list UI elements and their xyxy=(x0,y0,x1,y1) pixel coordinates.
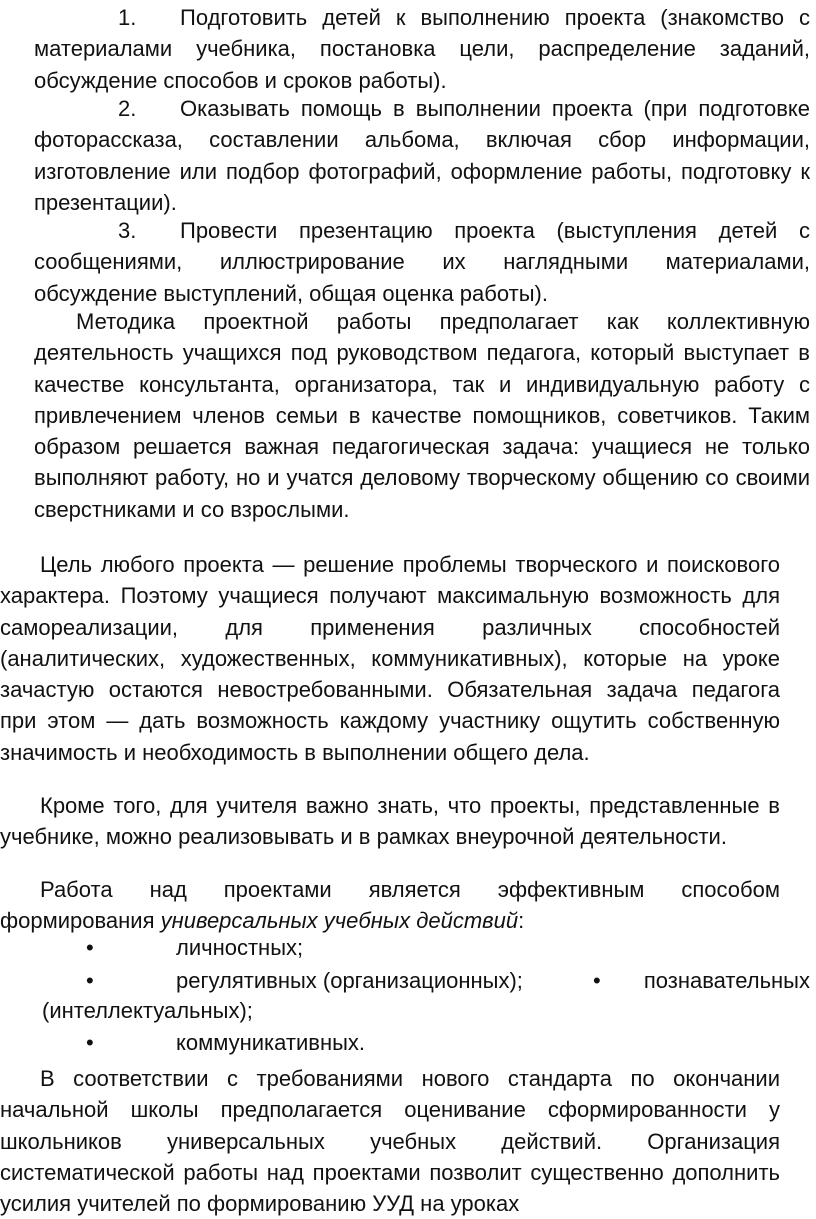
list-number-3: 3. xyxy=(118,218,137,243)
list-number-1: 1. xyxy=(118,5,137,30)
list-item-1 xyxy=(34,2,810,96)
bullet-text-personal: личностных; xyxy=(176,935,304,960)
list-number-2: 2. xyxy=(118,96,137,121)
bullet-text-cognitive: познавательных xyxy=(643,968,810,993)
bullet-icon: • xyxy=(86,1030,94,1055)
bullet-text-communicative: коммуникативных. xyxy=(176,1030,366,1055)
bullet-item-personal xyxy=(86,932,786,964)
bullet-item-communicative xyxy=(86,1027,786,1059)
bullet-text-regulatory: регулятивных (организационных); xyxy=(176,968,523,993)
uud-intro-suffix: : xyxy=(518,908,525,934)
uud-intro-italic: универсальных учебных действий xyxy=(160,908,519,934)
paragraph-uud-intro xyxy=(0,874,780,937)
list-text-1: Подготовить детей к выполнению проекта (знакомство с материалами учебника, постановка цели, распределение заданий, обсуждение способов и сроков работы). xyxy=(34,5,810,93)
list-text-2: Оказывать помощь в выполнении проекта (при подготовке фоторассказа, составлении альбома, включая сбор информации, изготовление или подбор фотографий, оформление работы, подготовку к презентации). xyxy=(34,96,810,215)
list-item-3 xyxy=(34,215,810,309)
bullet-text-cognitive-continued: (интеллектуальных); xyxy=(42,998,253,1023)
paragraph-goal: Цель любого проекта — решение проблемы творческого и поискового характера. Поэтому учащиеся получают максимальную возможность для самореализации, для применения различных способностей (аналитических, художественных, коммуникативных), которые на уроке зачастую остаются невостребованными. Обязательная задача педагога при этом — дать возможность каждому участнику ощутить собственную значимость и необходимость в выполнении общего дела. xyxy=(0,552,780,765)
paragraph-extracurricular: Кроме того, для учителя важно знать, что проекты, представленные в учебнике, можно реализовывать и в рамках внеурочной деятельности. xyxy=(0,793,780,850)
list-item-2 xyxy=(34,93,810,218)
paragraph-methodology: Методика проектной работы предполагает как коллективную деятельность учащихся под руководством педагога, который выступает в качестве консультанта, организатора, так и индивидуальную работу с привлечением членов семьи в качестве помощников, советчиков. Таким образом решается важная педагогическая задача: учащиеся не только выполняют работу, но и учатся деловому творческому общению со своими сверстниками и со взрослыми. xyxy=(34,309,810,522)
bullet-icon: • xyxy=(86,968,94,993)
uud-intro-prefix: Работа над проектами является эффективным способом формирования xyxy=(0,877,780,934)
bullet-item-regulatory xyxy=(86,965,810,997)
list-text-3: Провести презентацию проекта (выступления детей с сообщениями, иллюстрирование их наглядными материалами, обсуждение выступлений, общая оценка работы). xyxy=(34,218,810,306)
bullet-icon: • xyxy=(86,935,94,960)
bullet-icon: • xyxy=(593,968,601,993)
paragraph-standard: В соответствии с требованиями нового стандарта по окончании начальной школы предполагается оценивание сформированности у школьников универсальных учебных действий. Организация систематической работы над проектами позволит существенно дополнить усилия учителей по формированию УУД на уроках xyxy=(0,1066,780,1217)
